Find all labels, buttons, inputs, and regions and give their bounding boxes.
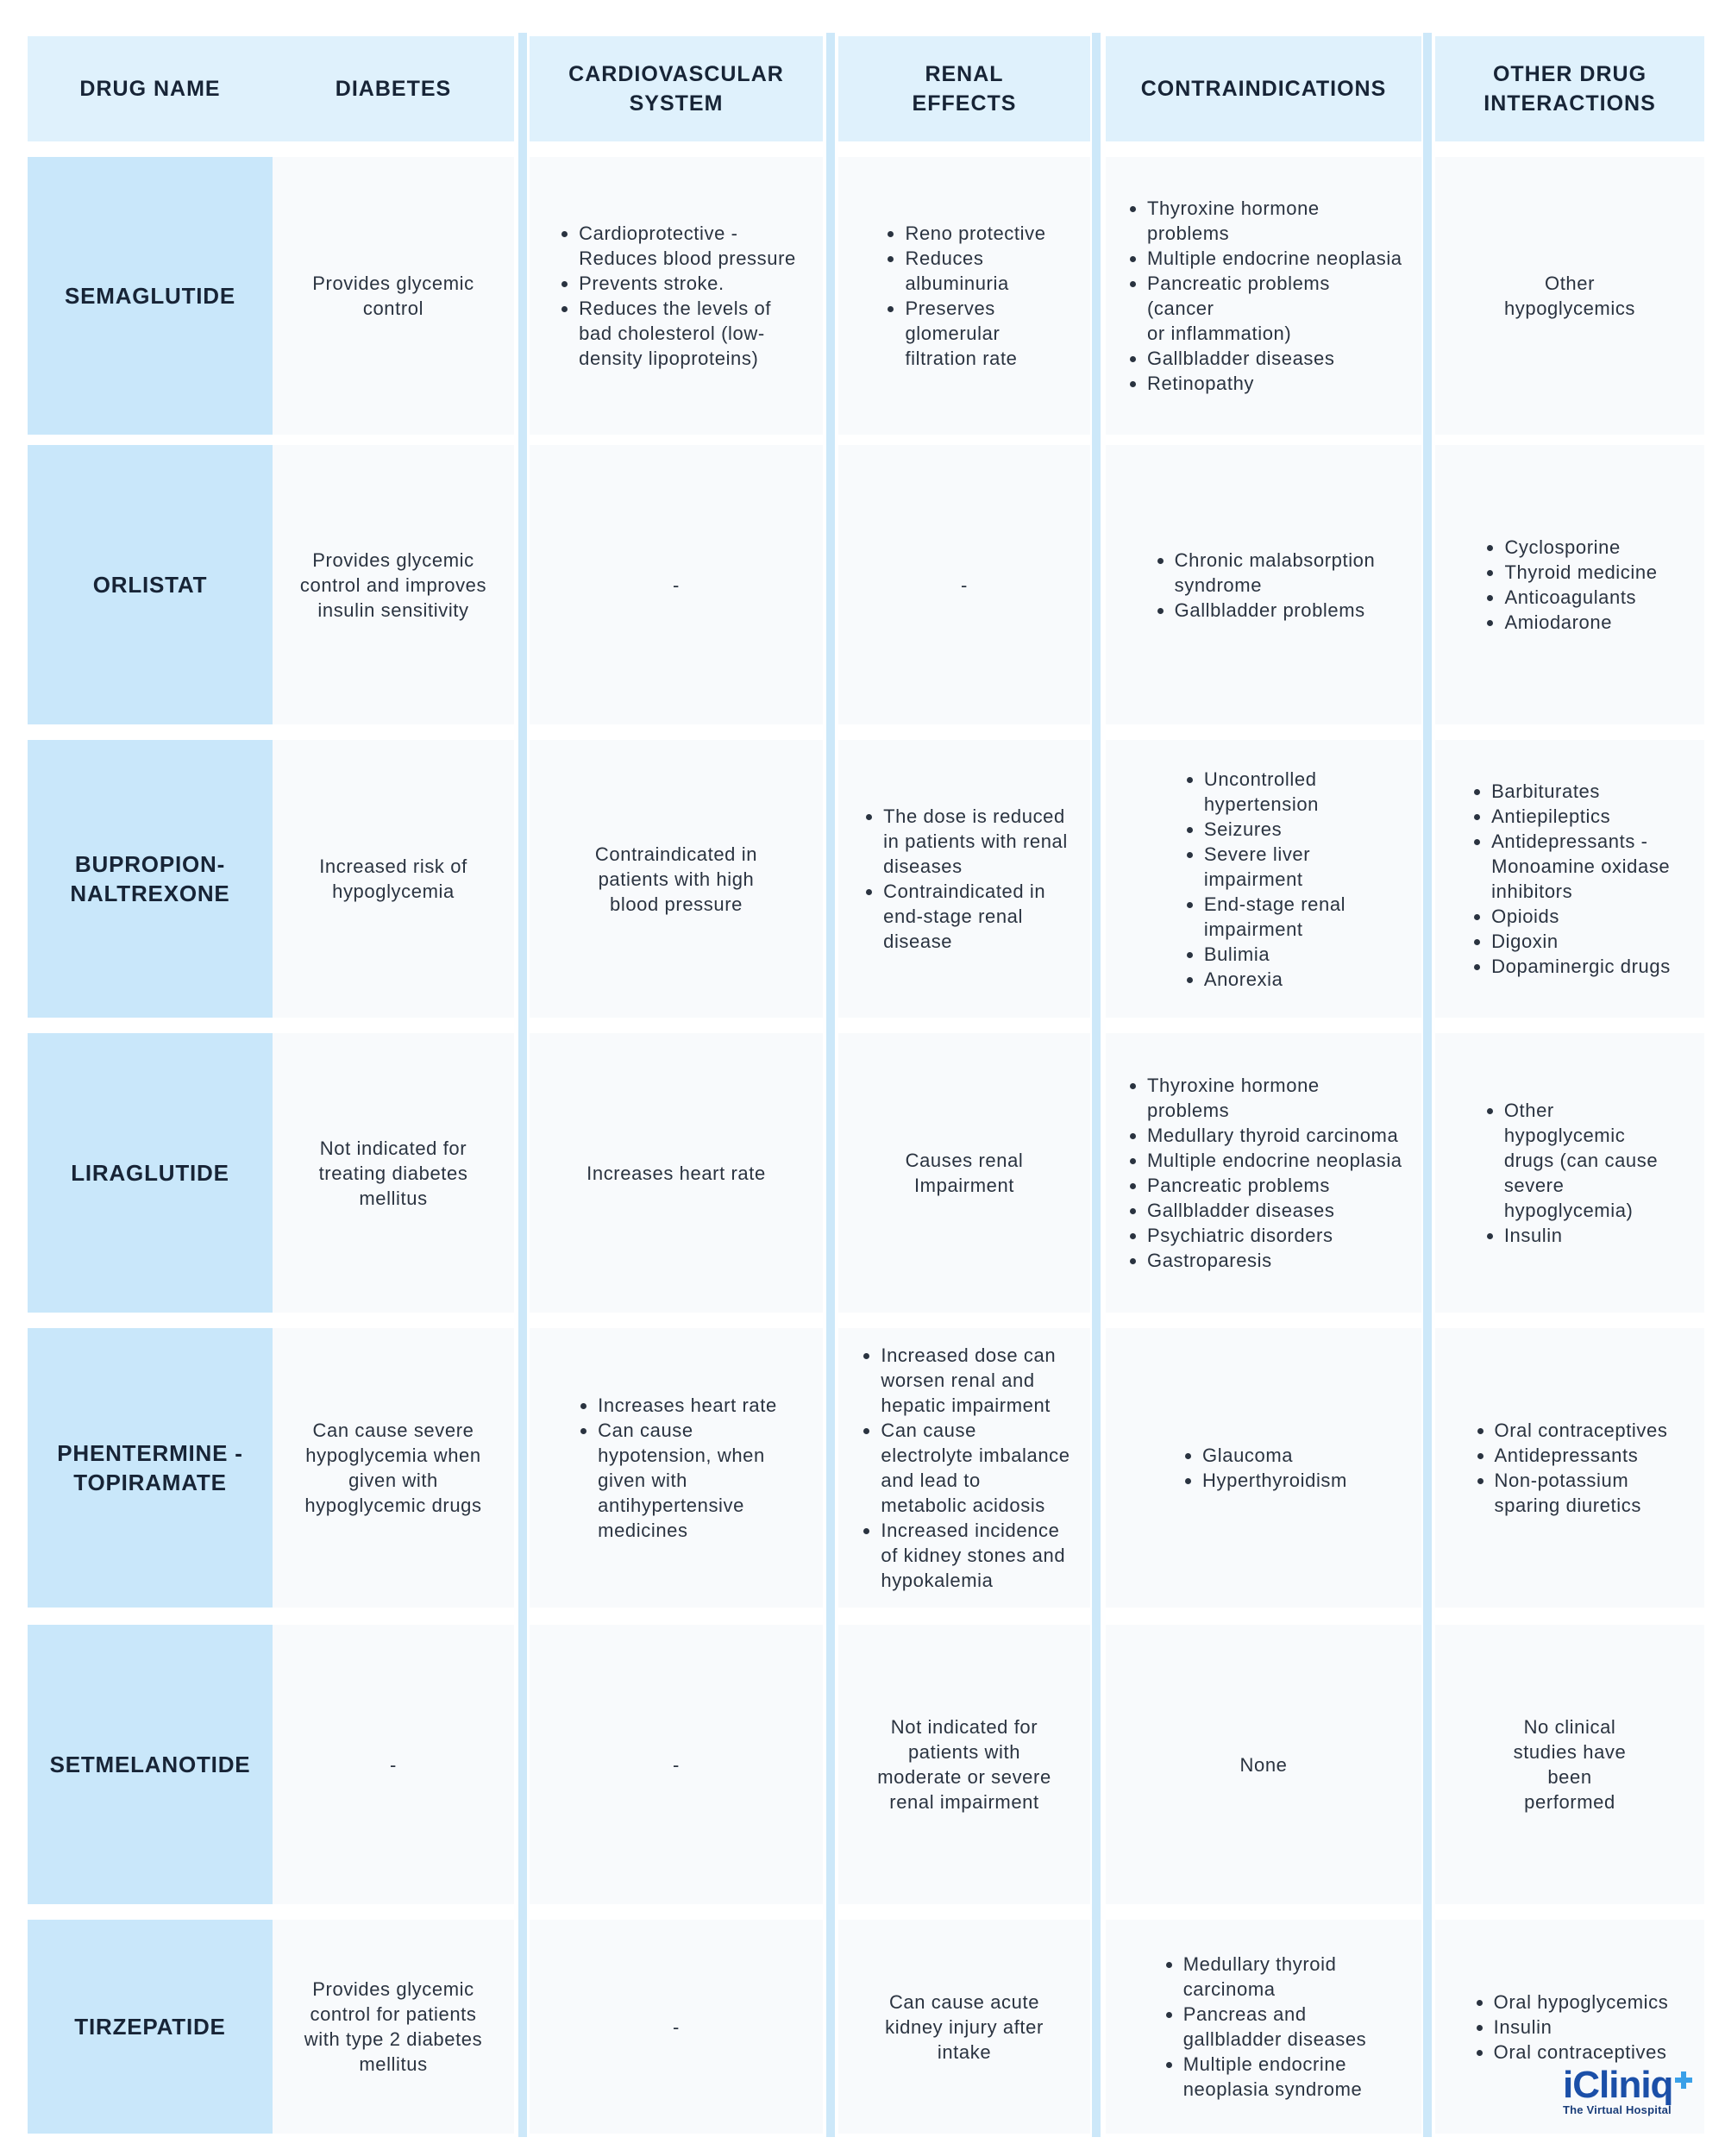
drug-name-cell [28,445,273,724]
contraindications-cell [1106,1033,1421,1313]
contraindications-list [1125,1073,1402,1273]
logo-text: iCliniq [1563,2064,1673,2106]
contraindications-list [1125,196,1402,396]
header-label: CONTRAINDICATIONS [1140,77,1387,101]
drug-name: SEMAGLUTIDE [64,283,236,309]
cardiovascular-cell [530,1625,823,1904]
diabetes-text: Provides glycemic control [312,273,474,319]
interactions-list [1469,779,1671,979]
diabetes-cell [273,157,514,435]
renal-cell [838,1328,1090,1608]
diabetes-text: Provides glycemic control and improves insulin sensitivity [299,548,487,621]
drug-name-cell [28,1920,273,2134]
cardiovascular-cell [530,1920,823,2134]
list-item: • Pancreatic problems (cancer or inflammation) [1147,271,1402,346]
diabetes-text: - [390,1753,397,1776]
renal-text: Causes renal Impairment [905,1150,1024,1196]
interactions-cell [1435,740,1704,1018]
contraindications-cell [1106,740,1421,1018]
list-item: • Psychiatric disorders [1147,1223,1402,1248]
drug-name: SETMELANOTIDE [49,1752,251,1777]
list-item: • Thyroxine hormone problems [1147,196,1402,246]
contraindications-cell [1106,1625,1421,1904]
header-label: DRUG NAME [79,77,221,101]
renal-cell [838,740,1090,1018]
diabetes-text: Increased risk of hypoglycemia [319,856,467,902]
interactions-text: No clinical studies have been performed [1513,1716,1627,1813]
diabetes-cell [273,740,514,1018]
list-item: • Increases heart rate [598,1393,777,1418]
diabetes-cell [273,1920,514,2134]
diabetes-text: Not indicated for treating diabetes mellitus [318,1137,468,1209]
column-separator [518,33,527,2137]
renal-text: Not indicated for patients with moderate or severe renal impairment [877,1716,1051,1813]
list-item: • Multiple endocrine neoplasia [1147,246,1402,271]
list-item: • Dopaminergic drugs [1491,954,1671,979]
list-item: • The dose is reduced in patients with renal diseases [883,804,1068,879]
interactions-cell [1435,1625,1704,1904]
cardiovascular-text: Contraindicated in patients with high blood pressure [594,843,758,915]
list-item: • Retinopathy [1147,371,1402,396]
list-item: • Oral contraceptives [1495,1418,1668,1443]
list-item: • Seizures [1204,817,1346,842]
list-item: • Opioids [1491,904,1671,929]
header-label: DIABETES [335,77,452,101]
renal-cell [838,1920,1090,2134]
list-item: • Contraindicated in end-stage renal disease [883,879,1068,954]
list-item: • Can cause hypotension, when given with antihypertensive medicines [598,1418,777,1543]
header-label: RENAL EFFECTS [912,62,1017,116]
list-item: • End-stage renal impairment [1204,892,1346,942]
cardiovascular-cell [530,1328,823,1608]
contraindications-text: None [1239,1753,1288,1776]
header-drug-name [28,36,273,141]
list-item: • Multiple endocrine neoplasia [1147,1148,1402,1173]
list-item: • Oral hypoglycemics [1494,1990,1669,2015]
interactions-cell [1435,1328,1704,1608]
list-item: • Insulin [1494,2015,1669,2040]
list-item: • Multiple endocrine neoplasia syndrome [1183,2052,1367,2102]
icliniq-logo [1563,2066,1692,2118]
cardiovascular-cell [530,1033,823,1313]
interactions-cell [1435,157,1704,435]
list-item: • Reduces the levels of bad cholesterol (low- density lipoproteins) [579,296,796,371]
contraindications-list [1152,548,1376,623]
drug-name: ORLISTAT [92,572,208,598]
cardiovascular-text: Increases heart rate [586,1162,766,1184]
drug-name-cell [28,740,273,1018]
list-item: • Gallbladder problems [1175,598,1376,623]
list-item: • Chronic malabsorption syndrome [1175,548,1376,598]
renal-text: - [961,573,968,596]
cardiovascular-cell [530,740,823,1018]
list-item: • Cyclosporine [1504,535,1657,560]
list-item: • Gallbladder diseases [1147,346,1402,371]
list-item: • Pancreatic problems [1147,1173,1402,1198]
drug-name: BUPROPION- NALTREXONE [70,851,230,906]
renal-list [861,804,1068,954]
list-item: • Medullary thyroid carcinoma [1183,1952,1367,2002]
list-item: • Can cause electrolyte imbalance and lead to metabolic acidosis [881,1418,1070,1518]
contraindications-cell [1106,157,1421,435]
interactions-list [1471,1990,1669,2065]
list-item: • Increased incidence of kidney stones and hypokalemia [881,1518,1070,1593]
column-separator [1423,33,1432,2137]
column-separator [1092,33,1101,2137]
renal-cell [838,445,1090,724]
contraindications-cell [1106,445,1421,724]
list-item: • Prevents stroke. [579,271,796,296]
interactions-list [1472,1418,1668,1518]
list-item: • Antidepressants [1495,1443,1668,1468]
contraindications-list [1161,1952,1367,2102]
header-renal [838,36,1090,141]
list-item: • Pancreas and gallbladder diseases [1183,2002,1367,2052]
drug-name-cell [28,157,273,435]
diabetes-cell [273,1033,514,1313]
interactions-list [1482,1098,1658,1248]
list-item: • Non-potassium sparing diuretics [1495,1468,1668,1518]
column-separator [826,33,835,2137]
cardiovascular-list [556,221,796,371]
header-label: CARDIOVASCULAR SYSTEM [568,62,784,116]
list-item: • Medullary thyroid carcinoma [1147,1123,1402,1148]
drug-name: TIRZEPATIDE [74,2014,226,2040]
header-interactions [1435,36,1704,141]
list-item: • Bulimia [1204,942,1346,967]
list-item: • Other hypoglycemic drugs (can cause severe hypoglycemia) [1504,1098,1658,1223]
contraindications-cell [1106,1328,1421,1608]
plus-icon [1673,2070,1694,2090]
header-cardiovascular [530,36,823,141]
list-item: • Anorexia [1204,967,1346,992]
cardiovascular-text: - [673,573,680,596]
contraindications-cell [1106,1920,1421,2134]
diabetes-cell [273,1328,514,1608]
renal-list [858,1343,1070,1593]
list-item: • Cardioprotective - Reduces blood pressure [579,221,796,271]
drug-name-cell [28,1033,273,1313]
renal-list [882,221,1045,371]
list-item: • Barbiturates [1491,779,1671,804]
list-item: • Hyperthyroidism [1202,1468,1347,1493]
cardiovascular-text: - [673,1753,680,1776]
header-diabetes [273,36,514,141]
drug-name: LIRAGLUTIDE [71,1160,229,1186]
cardiovascular-cell [530,157,823,435]
diabetes-text: Provides glycemic control for patients with type 2 diabetes mellitus [304,1978,483,2075]
list-item: • Insulin [1504,1223,1658,1248]
list-item: • Oral contraceptives [1494,2040,1669,2065]
contraindications-list [1182,767,1346,992]
header-label: OTHER DRUG INTERACTIONS [1484,62,1656,116]
list-item: • Uncontrolled hypertension [1204,767,1346,817]
list-item: • Antidepressants - Monoamine oxidase inhibitors [1491,829,1671,904]
drug-name: PHENTERMINE - TOPIRAMATE [57,1440,243,1495]
contraindications-list [1180,1443,1347,1493]
diabetes-text: Can cause severe hypoglycemia when given with hypoglycemic drugs [304,1420,482,1516]
renal-text: Can cause acute kidney injury after intake [885,1990,1044,2063]
list-item: • Thyroxine hormone problems [1147,1073,1402,1123]
list-item: • Digoxin [1491,929,1671,954]
drug-name-cell [28,1625,273,1904]
cardiovascular-text: - [673,2015,680,2038]
drug-name-cell [28,1328,273,1608]
header-contraindications [1106,36,1421,141]
cardiovascular-cell [530,445,823,724]
list-item: • Reduces albuminuria [905,246,1045,296]
interactions-list [1482,535,1657,635]
renal-cell [838,1033,1090,1313]
interactions-cell [1435,1033,1704,1313]
list-item: • Glaucoma [1202,1443,1347,1468]
list-item: • Reno protective [905,221,1045,246]
interactions-cell [1435,445,1704,724]
list-item: • Gallbladder diseases [1147,1198,1402,1223]
cardiovascular-list [575,1393,777,1543]
list-item: • Antiepileptics [1491,804,1671,829]
diabetes-cell [273,1625,514,1904]
list-item: • Amiodarone [1504,610,1657,635]
interactions-text: Other hypoglycemics [1503,273,1636,319]
renal-cell [838,1625,1090,1904]
logo-tagline: The Virtual Hospital [1563,2103,1672,2116]
diabetes-cell [273,445,514,724]
list-item: • Anticoagulants [1504,585,1657,610]
list-item: • Preserves glomerular filtration rate [905,296,1045,371]
list-item: • Gastroparesis [1147,1248,1402,1273]
list-item: • Severe liver impairment [1204,842,1346,892]
list-item: • Thyroid medicine [1504,560,1657,585]
list-item: • Increased dose can worsen renal and hepatic impairment [881,1343,1070,1418]
renal-cell [838,157,1090,435]
